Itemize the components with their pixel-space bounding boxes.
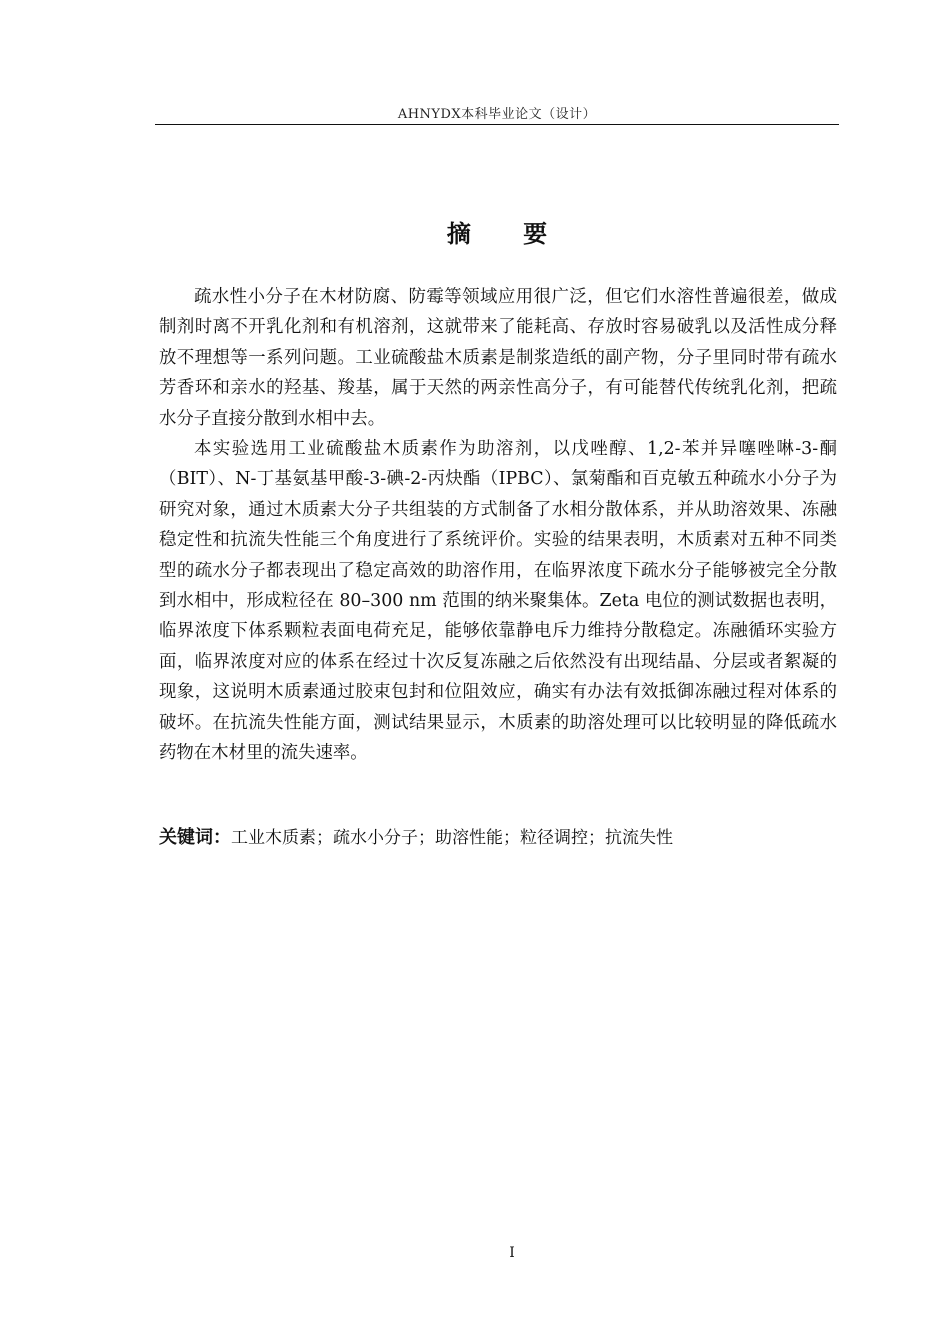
abstract-paragraph: 本实验选用工业硫酸盐木质素作为助溶剂，以戊唑醇、1,2-苯并异噻唑啉-3-酮（BIT）、N-丁基氨基甲酸-3-碘-2-丙炔酯（IPBC）、氯菊酯和百克敏五种疏水小分子为研究对象，通过木质素大分子共组装的方式制备了水相分散体系，并从助溶效果、冻融稳定性和抗流失性能三个角度进行了系统评价。实验的结果表明，木质素对五种不同类型的疏水分子都表现出了稳定高效的助溶作用，在临界浓度下疏水分子能够被完全分散到水相中，形成粒径在 80–300 nm 范围的纳米聚集体。Zeta 电位的测试数据也表明，临界浓度下体系颗粒表面电荷充足，能够依靠静电斥力维持分散稳定。冻融循环实验方面，临界浓度对应的体系在经过十次反复冻融之后依然没有出现结晶、分层或者絮凝的现象，这说明木质素通过胶束包封和位阻效应，确实有办法有效抵御冻融过程对体系的破坏。在抗流失性能方面，测试结果显示，木质素的助溶处理可以比较明显的降低疏水药物在木材里的流失速率。	[159, 439, 837, 764]
abstract-paragraph: 疏水性小分子在木材防腐、防霉等领域应用很广泛，但它们水溶性普遍很差，做成制剂时离不开乳化剂和有机溶剂，这就带来了能耗高、存放时容易破乳以及活性成分释放不理想等一系列问题。工业硫酸盐木质素是制浆造纸的副产物，分子里同时带有疏水芳香环和亲水的羟基、羧基，属于天然的两亲性高分子，有可能替代传统乳化剂，把疏水分子直接分散到水相中去。	[159, 287, 837, 429]
keywords-line	[159, 823, 837, 853]
header-divider	[155, 124, 839, 125]
keywords-label: 关键词：	[159, 827, 231, 848]
keywords-text: 工业木质素；疏水小分子；助溶性能；粒径调控；抗流失性	[231, 828, 673, 848]
abstract-body	[159, 282, 837, 769]
page-number: I	[509, 1245, 515, 1261]
abstract-title: 摘 要	[446, 219, 570, 248]
running-header: AHNYDX本科毕业论文（设计）	[397, 107, 597, 122]
